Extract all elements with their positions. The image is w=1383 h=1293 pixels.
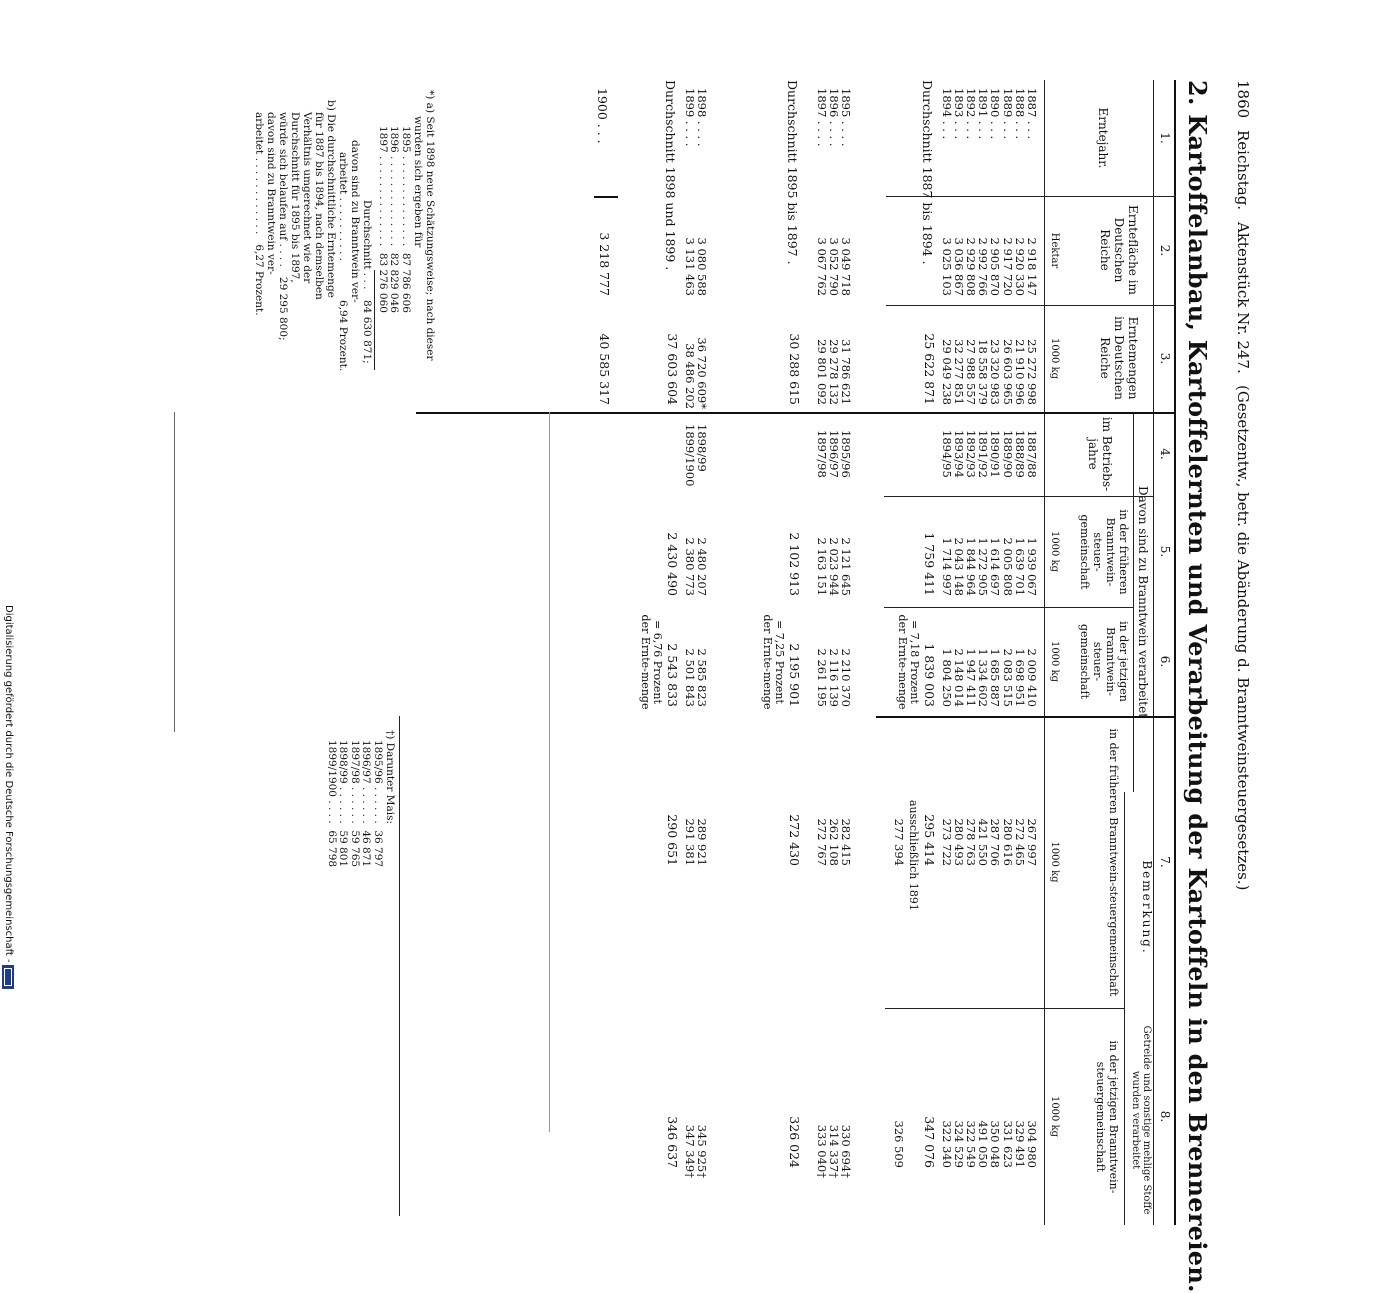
former-1895-1897 bbox=[815, 496, 852, 596]
avg1-gf-excl: ausschließlich 1891 bbox=[907, 800, 920, 911]
harvest-1898-1899 bbox=[684, 305, 708, 409]
harvest-cell: 31 786 621 bbox=[839, 339, 853, 405]
footnote-dagger-row: 1898/99 . . . . . . 59 801 bbox=[337, 740, 350, 868]
current-cell: 1 947 411 bbox=[963, 648, 978, 707]
colnum-6: 6. bbox=[1158, 655, 1172, 668]
avg1-label: Durchschnitt 1887 bis 1894 . bbox=[920, 80, 935, 265]
grain-current-1898-1899 bbox=[684, 1008, 708, 1178]
harvest-1900: 40 585 317 bbox=[597, 333, 612, 405]
unit-grain-current: 1000 kg bbox=[1049, 1095, 1060, 1138]
area-cell: 3 049 718 bbox=[839, 237, 853, 296]
season-cell: 1888/89 bbox=[1012, 430, 1027, 478]
grain-former-cell: 280 616 bbox=[1000, 818, 1015, 866]
footnote-a-row: 1896 . . . . . . . . . . . . . . 82 829 046 bbox=[388, 126, 401, 313]
grain-former-cell: 278 763 bbox=[963, 818, 978, 866]
page-title: 2. Kartoffelanbau, Kartoffelernten und Verarbeitung der Kartoffeln in den Brennereien. bbox=[1183, 80, 1212, 1293]
avg1-gf-excl-value: 277 394 bbox=[892, 818, 906, 866]
footnote-dagger-row: 1896/97 . . . . . . 46 871 bbox=[360, 740, 373, 868]
season-cell: 1895/96 bbox=[839, 430, 853, 478]
seasons-1898-1899 bbox=[684, 424, 708, 486]
grain-former-cell: 282 415 bbox=[839, 818, 853, 866]
colnum-4: 4. bbox=[1158, 448, 1172, 460]
grain-current-cell: 322 340 bbox=[939, 1120, 954, 1168]
former-cell: 2 005 808 bbox=[1000, 537, 1015, 596]
col-header-area: Erntefläche im Deutschen Reiche bbox=[1098, 205, 1140, 295]
avg2-harvest: 30 288 615 bbox=[787, 333, 802, 405]
area-cell: 2 918 147 bbox=[1025, 237, 1039, 296]
grain-current-cell: 329 491 bbox=[1012, 1120, 1027, 1168]
year-cell: 1895 . . . . bbox=[839, 88, 853, 147]
avg3-label: Durchschnitt 1898 und 1899 . bbox=[663, 80, 678, 271]
col-header-season: im Betriebs-jahre bbox=[1086, 416, 1114, 492]
area-cell: 3 067 762 bbox=[814, 237, 829, 296]
year-cell: 1889 . . . bbox=[1000, 88, 1015, 140]
area-cell: 3 052 790 bbox=[826, 237, 841, 296]
col-sep-3 bbox=[416, 412, 1176, 414]
avg1-current: 1 839 003 bbox=[922, 643, 937, 707]
grain-former-cell: 287 706 bbox=[988, 818, 1003, 866]
colnum-3: 3. bbox=[1158, 352, 1172, 365]
unit-harvest: 1000 kg bbox=[1049, 337, 1060, 380]
harvest-cell: 23 320 983 bbox=[988, 339, 1003, 405]
footnote-a-rows bbox=[377, 126, 412, 313]
footnote-dagger-row: 1899/1900 . . . . 65 798 bbox=[326, 740, 338, 868]
footnote-a-avg-sub2: arbeitet . . . . . . . . . . bbox=[337, 152, 349, 261]
grain-former-cell: 273 722 bbox=[939, 818, 954, 866]
area-cell: 2 917 720 bbox=[1000, 237, 1015, 296]
grain-current-cell: 350 048 bbox=[988, 1120, 1003, 1168]
grain-current-cell: 330 694† bbox=[839, 1124, 853, 1178]
year-cell: 1893 . . . bbox=[951, 88, 966, 140]
years-1898-1899 bbox=[684, 88, 708, 147]
avg2-former: 2 102 913 bbox=[787, 532, 802, 596]
harvest-cell: 27 988 557 bbox=[963, 339, 978, 405]
area-cell: 3 025 103 bbox=[939, 237, 954, 296]
current-cell: 1 334 602 bbox=[976, 648, 991, 707]
footnote-b-line-4: Durchschnitt für 1895 bis 1897, bbox=[289, 112, 301, 283]
area-cell: 2 920 330 bbox=[1012, 237, 1027, 296]
avg3-grain-current: 346 637 bbox=[665, 1116, 680, 1168]
colnum-7: 7. bbox=[1158, 856, 1172, 868]
colnum-8: 8. bbox=[1158, 1110, 1172, 1123]
footnote-a-row: 1895 . . . . . . . . . . . . . . 87 786 606 bbox=[400, 126, 412, 313]
area-cell: 3 036 867 bbox=[951, 237, 966, 296]
grain-current-1895-1897 bbox=[815, 1008, 852, 1178]
table-top-rule bbox=[1174, 80, 1176, 1225]
scan-line-2 bbox=[174, 412, 175, 732]
avg2-current-pct: = 7,25 Prozent der Ernte-menge bbox=[761, 614, 786, 710]
area-1898-1899 bbox=[684, 196, 708, 296]
grain-current-cell: 491 050 bbox=[976, 1120, 991, 1168]
grain-current-cell: 304 980 bbox=[1025, 1120, 1039, 1168]
page-number: 1860 bbox=[1234, 80, 1252, 119]
scan-line-1 bbox=[549, 412, 550, 1132]
current-cell: 2 585 823 bbox=[695, 648, 709, 707]
current-cell: 2 210 370 bbox=[839, 648, 853, 707]
year-cell: 1888 . . . bbox=[1012, 88, 1027, 140]
former-cell: 2 043 148 bbox=[951, 537, 966, 596]
grain-former-cell: 267 997 bbox=[1025, 818, 1039, 866]
season-cell: 1893/94 bbox=[951, 430, 966, 478]
footnote-a-avg-pct: 6,94 Prozent. bbox=[337, 300, 349, 372]
current-cell: 1 698 951 bbox=[1012, 648, 1027, 707]
harvest-cell: 29 278 132 bbox=[826, 339, 841, 405]
avg1-grain-former: 295 414 bbox=[922, 814, 937, 866]
colnum-2: 2. bbox=[1158, 244, 1172, 257]
group-rule bbox=[1133, 412, 1134, 792]
harvest-cell: 32 277 851 bbox=[951, 339, 966, 405]
avg3-grain-former: 290 651 bbox=[665, 814, 680, 866]
years-1887-1894 bbox=[940, 88, 1038, 139]
harvest-cell: 38 486 202 bbox=[682, 343, 697, 409]
area-cell: 2 929 808 bbox=[963, 237, 978, 296]
former-cell: 2 023 944 bbox=[826, 537, 841, 596]
grain-former-cell: 289 921 bbox=[695, 818, 709, 866]
group-header-distilled: Davon sind zu Branntwein verarbeitet bbox=[1136, 485, 1150, 719]
avg2-label: Durchschnitt 1895 bis 1897 . bbox=[785, 80, 800, 265]
header-rule bbox=[1044, 80, 1045, 1225]
current-1895-1897 bbox=[815, 607, 852, 707]
grain-current-cell: 322 549 bbox=[963, 1120, 978, 1168]
former-cell: 2 480 207 bbox=[695, 537, 709, 596]
footnote-b-line-6: davon sind zu Branntwein ver- bbox=[265, 112, 277, 275]
year-cell: 1897 . . . . bbox=[814, 88, 829, 147]
avg3-former: 2 430 490 bbox=[665, 532, 680, 596]
avg1-harvest: 25 622 871 bbox=[922, 333, 937, 405]
grain-current-cell: 331 623 bbox=[1000, 1120, 1015, 1168]
footnote-b-line1: b) Die durchschnittliche Erntemenge bbox=[325, 100, 337, 298]
current-cell: 1 685 887 bbox=[988, 648, 1003, 707]
colnum-5: 5. bbox=[1158, 545, 1172, 558]
harvest-cell: 26 603 965 bbox=[1000, 339, 1015, 405]
grain-current-cell: 345 925† bbox=[695, 1124, 709, 1178]
harvest-1887-1894 bbox=[940, 305, 1038, 405]
season-cell: 1894/95 bbox=[939, 430, 954, 478]
unit-current: 1000 kg bbox=[1049, 640, 1060, 683]
avg2-current: 2 195 901 bbox=[787, 643, 802, 707]
unit-former: 1000 kg bbox=[1049, 530, 1060, 573]
avg1-current-pct: = 7,18 Prozent der Ernte-menge bbox=[896, 614, 921, 710]
footnote-b-line-3: Verhältnis umgerechnet wie der bbox=[301, 112, 313, 284]
footnote-a-sum-rule bbox=[374, 270, 375, 370]
harvest-1895-1897 bbox=[815, 305, 852, 405]
col-header-year: Erntejahr. bbox=[1096, 107, 1110, 169]
current-cell: 2 083 515 bbox=[1000, 648, 1015, 707]
colnum-1: 1. bbox=[1158, 132, 1172, 144]
avg3-current: 2 543 833 bbox=[665, 643, 680, 707]
former-cell: 2 121 645 bbox=[839, 537, 853, 596]
remarks-subheading: Getreide und sonstige mehlige Stoffe wurden verarbeitet bbox=[1130, 1025, 1152, 1215]
current-cell: 2 261 195 bbox=[814, 648, 829, 707]
footnote-b-line-5: würde sich belaufen auf . . . . 29 295 800; bbox=[277, 112, 289, 341]
publication-name: Reichstag. bbox=[1234, 130, 1252, 211]
former-cell: 1 639 701 bbox=[1012, 537, 1027, 596]
years-1895-1897 bbox=[815, 88, 852, 147]
season-cell: 1887/88 bbox=[1025, 430, 1039, 478]
footnote-dagger-rows bbox=[326, 740, 384, 867]
grain-former-1895-1897 bbox=[815, 716, 852, 866]
grain-former-cell: 272 465 bbox=[1012, 818, 1027, 866]
avg3-current-pct: = 6,76 Prozent der Ernte-menge bbox=[639, 614, 664, 710]
year-cell: 1890 . . . bbox=[988, 88, 1003, 140]
season-cell: 1897/98 bbox=[814, 430, 829, 478]
current-cell: 2 009 410 bbox=[1025, 648, 1039, 707]
former-cell: 1 614 697 bbox=[988, 537, 1003, 596]
season-cell: 1892/93 bbox=[963, 430, 978, 478]
footnote-dagger-row: 1895/96 . . . . . . 36 797 bbox=[372, 740, 384, 868]
harvest-cell: 21 910 996 bbox=[1012, 339, 1027, 405]
area-cell: 2 905 870 bbox=[988, 237, 1003, 296]
credit-text: Digitalisierung gefördert durch die Deutsche Forschungsgemeinschaft - bbox=[3, 605, 14, 963]
season-cell: 1891/92 bbox=[976, 430, 991, 478]
seasons-1895-1897 bbox=[815, 430, 852, 478]
area-1900: 3 218 777 bbox=[597, 232, 612, 296]
grain-current-cell: 314 337† bbox=[826, 1124, 841, 1178]
col-header-grain-former: in der früheren Branntwein-steuergemeinschaft bbox=[1107, 728, 1120, 997]
footnote-a-intro: *) a) Seit 1898 neue Schätzungsweise; nach dieser bbox=[424, 90, 436, 361]
year-cell: 1894 . . . bbox=[939, 88, 954, 140]
year-cell: 1899 . . . . bbox=[682, 88, 697, 147]
harvest-cell: 29 801 092 bbox=[814, 339, 829, 405]
grain-former-cell: 262 108 bbox=[826, 818, 841, 866]
grain-current-cell: 324 529 bbox=[951, 1120, 966, 1168]
colnum-rule bbox=[1153, 80, 1154, 1225]
former-cell: 2 163 151 bbox=[814, 537, 829, 596]
season-cell: 1898/99 bbox=[695, 424, 709, 472]
grain-former-cell: 291 381 bbox=[682, 818, 697, 866]
harvest-cell: 25 272 998 bbox=[1025, 339, 1039, 405]
year-cell: 1898 . . . . bbox=[695, 88, 709, 147]
grain-current-cell: 333 040† bbox=[814, 1124, 829, 1178]
seasons-1887-1894 bbox=[940, 430, 1038, 478]
current-cell: 2 116 139 bbox=[826, 648, 841, 707]
current-1898-1899 bbox=[684, 607, 708, 707]
grain-former-1898-1899 bbox=[684, 716, 708, 866]
footnote-dagger-intro: †) Darunter Mais: bbox=[384, 730, 396, 824]
current-cell: 2 501 843 bbox=[682, 648, 697, 707]
year-cell: 1887 . . . bbox=[1025, 88, 1039, 140]
avg1-gc-excl-value: 326 509 bbox=[892, 1120, 906, 1168]
footnote-a-avg-value: 84 630 871; bbox=[361, 300, 373, 364]
grain-current-cell: 347 349† bbox=[682, 1124, 697, 1178]
area-1887-1894 bbox=[940, 196, 1038, 296]
current-1887-1894 bbox=[940, 607, 1038, 707]
grain-current-1887-1894 bbox=[940, 1008, 1038, 1168]
grain-former-cell: 272 767 bbox=[814, 818, 829, 866]
former-cell: 1 939 067 bbox=[1025, 537, 1039, 596]
season-cell: 1890/91 bbox=[988, 430, 1003, 478]
former-cell: 1 714 997 bbox=[939, 537, 954, 596]
harvest-cell: 36 720 609* bbox=[695, 337, 709, 409]
document-ref: Aktenstück Nr. 247. bbox=[1234, 222, 1252, 374]
area-cell: 3 131 463 bbox=[682, 237, 697, 296]
area-cell: 3 080 588 bbox=[695, 237, 709, 296]
season-cell: 1896/97 bbox=[826, 430, 841, 478]
footnote-a-intro2: wurden sich ergeben für bbox=[412, 116, 424, 248]
season-cell: 1889/90 bbox=[1000, 430, 1015, 478]
grain-former-cell: 421 550 bbox=[976, 818, 991, 866]
document-subtitle: (Gesetzentw., betr. die Abänderung d. Branntweinsteuergesetzes.) bbox=[1234, 385, 1252, 891]
col-header-former: in der früheren Branntwein-steuer-gemeinschaft bbox=[1078, 509, 1130, 595]
area-cell: 2 992 766 bbox=[976, 237, 991, 296]
footnote-a-row: 1897 . . . . . . . . . . . . . . 83 276 060 bbox=[377, 126, 389, 313]
avg1-grain-current: 347 076 bbox=[922, 1116, 937, 1168]
former-1887-1894 bbox=[940, 496, 1038, 596]
footnote-b-line2: für 1887 bis 1894, nach demselben bbox=[313, 112, 325, 300]
season-cell: 1899/1900 bbox=[682, 424, 697, 487]
footnote-dagger-row: 1897/98 . . . . . . 59 765 bbox=[349, 740, 361, 868]
footnote-a-avg-label: Durchschnitt . . . bbox=[361, 200, 373, 290]
harvest-cell: 18 558 379 bbox=[976, 339, 991, 405]
former-cell: 1 272 905 bbox=[976, 537, 991, 596]
former-cell: 2 380 773 bbox=[682, 537, 697, 596]
former-cell: 1 844 964 bbox=[963, 537, 978, 596]
year-cell: 1892 . . . bbox=[963, 88, 978, 140]
avg2-grain-former: 272 430 bbox=[787, 814, 802, 866]
col-header-grain-current: in der jetzigen Branntwein-steuergemeinschaft bbox=[1094, 1040, 1120, 1194]
current-cell: 1 804 250 bbox=[939, 648, 954, 707]
scan-line-3 bbox=[399, 716, 400, 1216]
avg2-grain-current: 326 024 bbox=[787, 1116, 802, 1168]
grain-former-cell: 280 493 bbox=[951, 818, 966, 866]
current-cell: 2 148 014 bbox=[951, 648, 966, 707]
avg3-harvest: 37 603 604 bbox=[665, 333, 680, 405]
area-1895-1897 bbox=[815, 196, 852, 296]
avg1-former: 1 759 411 bbox=[922, 532, 937, 596]
harvest-cell: 29 049 238 bbox=[939, 339, 954, 405]
former-1898-1899 bbox=[684, 496, 708, 596]
grain-former-1887-1894 bbox=[940, 716, 1038, 866]
col-header-harvest: Erntemengen im Deutschen Reiche bbox=[1098, 316, 1140, 400]
footnote-a-avg-sub: davon sind zu Branntwein ver- bbox=[349, 140, 361, 303]
unit-area: Hektar bbox=[1049, 232, 1060, 269]
footnote-b-line-7: arbeitet . . . . . . . . . . . . 6,27 Prozent. bbox=[253, 112, 265, 316]
col-header-current: in der jetzigen Branntwein-steuer-gemeinschaft bbox=[1078, 621, 1130, 702]
year-cell: 1891 . . . bbox=[976, 88, 991, 140]
year-1900: 1900 . . . bbox=[595, 88, 610, 144]
year-cell: 1896 . . . . bbox=[826, 88, 841, 147]
remarks-heading: Bemerkung. bbox=[1140, 860, 1154, 955]
unit-grain-former: 1000 kg bbox=[1049, 841, 1060, 883]
